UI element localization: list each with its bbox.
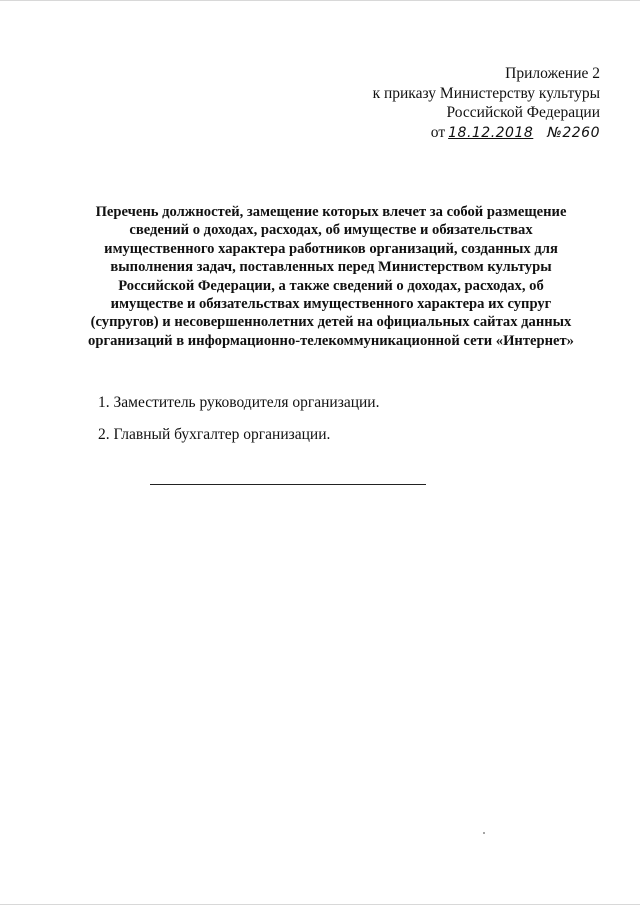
title-line: выполнения задач, поставленных перед Министерством культуры <box>110 259 552 276</box>
title-line: имущественного характера работников организаций, созданных для <box>104 240 558 257</box>
appendix-number: Приложение 2 <box>505 65 600 82</box>
title-line: Перечень должностей, замещение которых влечет за собой размещение <box>95 204 567 220</box>
document-title <box>66 203 596 350</box>
appendix-date-line <box>300 123 600 144</box>
title-line: (супругов) и несовершеннолетних детей на официальных сайтах данных <box>90 314 572 331</box>
title-line: Российской Федерации, а также сведений о доходах, расходах, об <box>118 277 544 294</box>
scan-speck <box>483 832 485 834</box>
handwritten-date: 18.12.2018 <box>448 124 534 141</box>
appendix-header <box>300 64 600 143</box>
appendix-order-reference: к приказу Министерству культуры <box>372 84 600 102</box>
title-line: сведений о доходах, расходах, об имуществе и обязательствах <box>129 222 533 239</box>
appendix-ministry: Российской Федерации <box>446 104 600 121</box>
closing-rule <box>150 484 426 485</box>
title-line: имуществе и обязательствах имущественного характера их супруг <box>110 296 552 313</box>
position-item-deputy-head: 1. Заместитель руководителя организации. <box>98 394 380 411</box>
positions-list <box>98 393 379 457</box>
title-line: организаций в информационно-телекоммуникационной сети «Интернет» <box>88 332 574 349</box>
handwritten-order-number: №2260 <box>547 124 600 141</box>
date-prefix: от <box>430 123 446 141</box>
scan-top-edge <box>0 0 640 1</box>
position-item-chief-accountant: 2. Главный бухгалтер организации. <box>98 426 331 443</box>
